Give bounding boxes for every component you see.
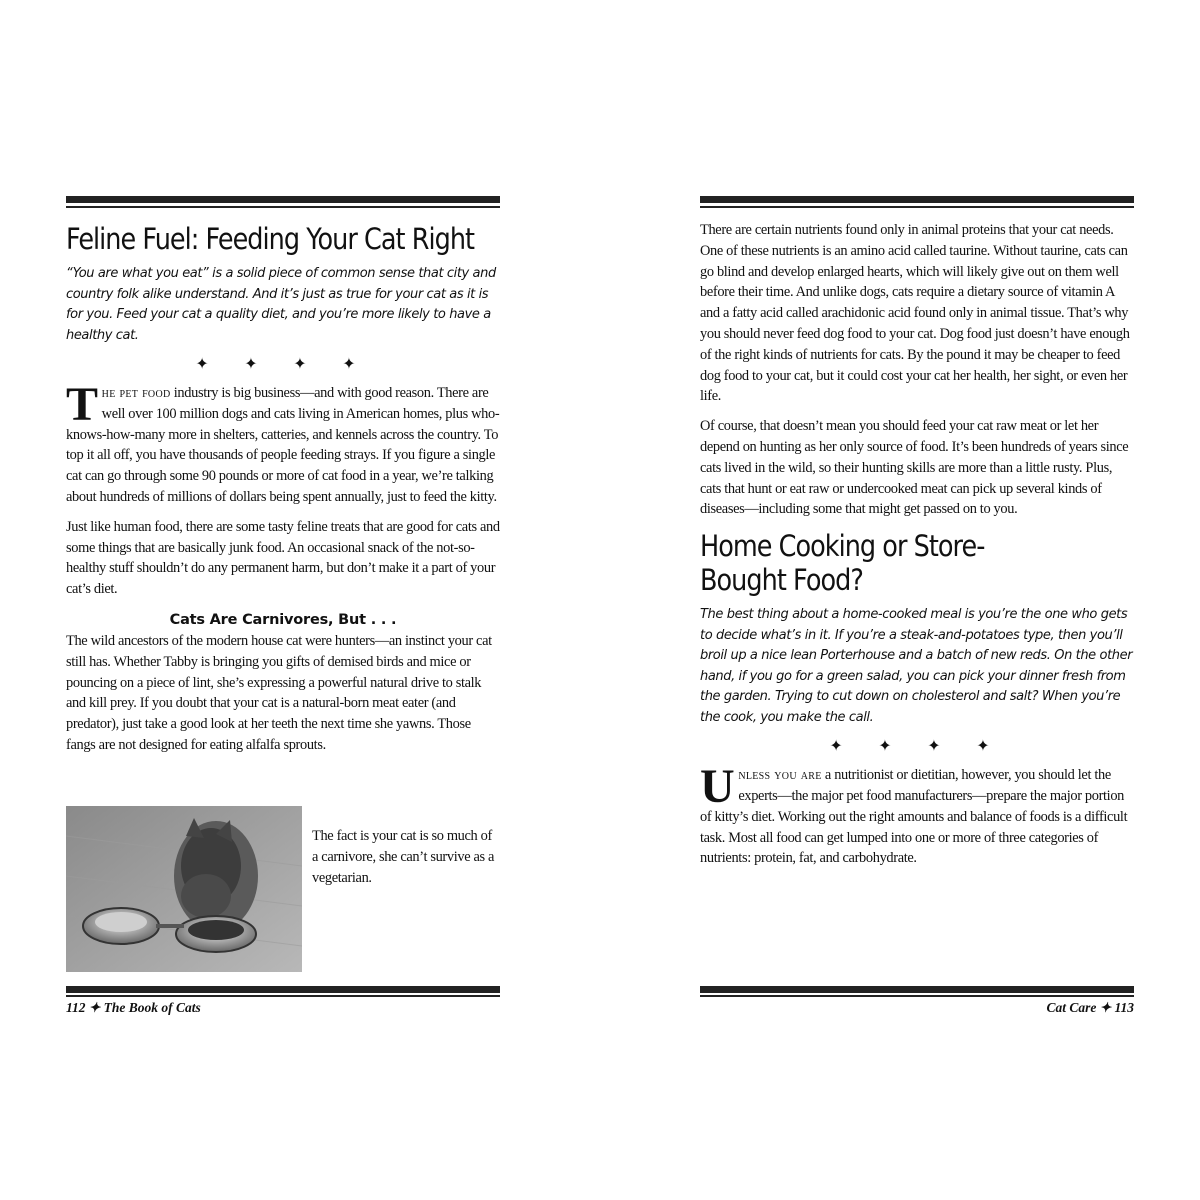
top-rule-thin [66,206,500,208]
body-paragraph-1 [66,378,500,508]
top-rule-thin [700,206,1134,208]
bottom-rule-right [700,986,1134,993]
page-footer-left: 112 ✦ The Book of Cats [66,1000,201,1015]
chapter-title: Feline Fuel: Feeding Your Cat Right [66,222,475,256]
bottom-rule-thin-left [66,995,500,997]
paragraph-text: The wild ancestors of the modern house cat were hunters—an instinct your cat still has. Whether Tabby is bringing you gifts of demised birds and mice or pouncing on a piece of lint, she’s expressing a powerful natural drive to stalk and kill prey. If you doubt that your cat is a natural-born meat eater (and predator), just take a good look at her teeth the next time she yawns. Those fangs are not designed for eating alfalfa sprouts. [66,632,492,753]
intro-paragraph: “You are what you eat” is a solid piece of common sense that city and country folk alike understand. And it’s just as true for your cat as it is for you. Feed your cat a quality diet, and you’re more likely to have a healthy cat. [66,266,496,343]
small-caps-lead: he pet food [101,385,171,401]
drop-cap: T [66,378,98,431]
photo-section [66,786,500,972]
body-paragraph-4: The fact is your cat is so much of a carnivore, she can’t survive as a vegetarian. [312,828,495,886]
drop-cap: U [700,760,735,814]
section-title: Home Cooking or Store-Bought Food? [700,529,985,598]
bottom-rule-left [66,986,500,993]
cat-eating-photo [66,806,302,972]
right-page [700,196,1134,878]
ornament-divider: ✦ ✦ ✦ ✦ [195,354,371,373]
bottom-rule-thin-right [700,995,1134,997]
top-rule [700,196,1134,203]
body-paragraph-2: Of course, that doesn’t mean you should feed your cat raw meat or let her depend on hunting as her only source of food. It’s been hundreds of years since cats lived in the wild, so their hunting skills are more than a little rusty. Plus, cats that hunt or eat raw or undercooked meat can pick up several kinds of diseases—including some that might get passed on to you. [700,418,1129,518]
top-rule [66,196,500,203]
body-paragraph-1: There are certain nutrients found only in animal proteins that your cat needs. One of these nutrients is an amino acid called taurine. Without taurine, cats can go blind and develop enlarged hearts, which will likely give out on them well before their time. And unlike dogs, cats require a dietary source of vitamin A and a fatty acid called arachidonic acid found only in animal tissue. That’s why you should never feed dog food to your cat. Dog food just doesn’t have enough of the right kinds of nutrients for cats. By the pound it may be cheaper to feed dog food to your cat, but it could cost your cat her health, her sight, or even her life. [700,222,1130,405]
body-paragraph-2: Just like human food, there are some tasty feline treats that are good for cats and some things that are basically junk food. An occasional snack of the not-so-healthy stuff shouldn’t do any permanent harm, but don’t make it a part of your cat’s diet. [66,518,500,598]
page-footer-right: Cat Care ✦ 113 [1046,1000,1134,1015]
cat-photo-image [66,806,302,972]
ornament-divider: ✦ ✦ ✦ ✦ [829,736,1005,756]
body-paragraph-3 [66,631,500,756]
small-caps-lead: nless you are [738,767,822,784]
paragraph-text: a nutritionist or dietitian, however, you should let the experts—the major pet food manufacturers—prepare the major portion of kitty’s diet. Working out the right amounts and balance of foods is a difficult task. Most all food can get lumped into one or more of three categories of nutrients: protein, fat, and carbohydrate. [700,767,1128,867]
body-paragraph-3 [700,760,1134,869]
subheading: Cats Are Carnivores, But . . . [169,611,397,628]
intro-paragraph: The best thing about a home-cooked meal is you’re the one who gets to decide what’s in it. If you’re a steak-and-potatoes type, then you’ll broil up a nice lean Porterhouse and a batch of new reds. On the other hand, if you go for a green salad, you can pick your dinner fresh from the garden. Trying to cut down on cholesterol and salt? When you’re the cook, you make the call. [700,607,1133,725]
left-page [66,196,500,756]
paragraph-text: industry is big business—and with good reason. There are well over 100 million dogs and cats living in American homes, plus who-knows-how-many more in shelters, catteries, and kennels across the country. To top it all off, you have thousands of people feeding strays. If you figure a single cat can go through some 90 pounds or more of cat food in a year, we’re talking about hundreds of millions of dollars being spent annually, just to feed the kitty. [66,385,500,505]
